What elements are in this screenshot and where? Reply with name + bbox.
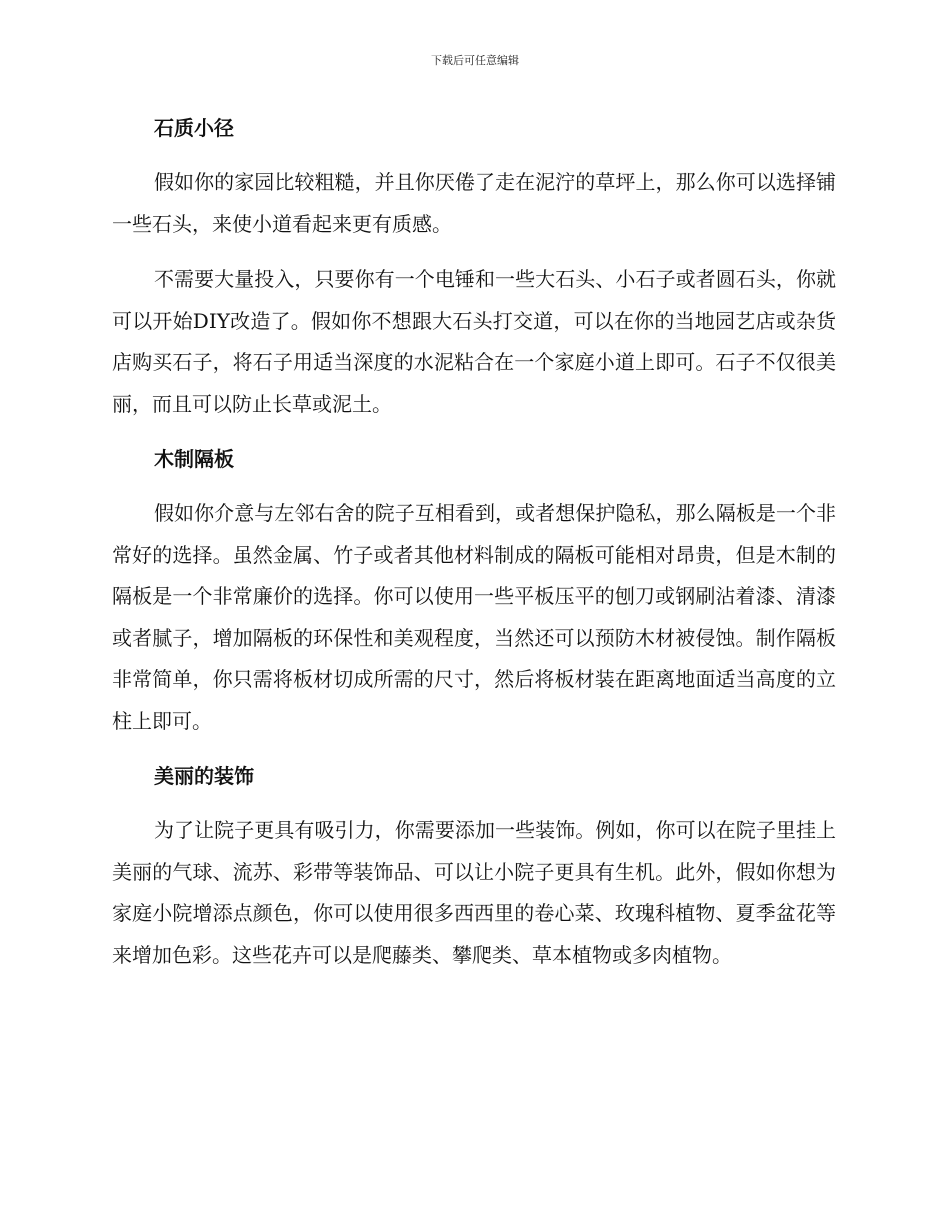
section-wooden-partition [112,439,836,742]
section-decoration [112,756,836,976]
page-header: 下载后可任意编辑 [431,54,519,67]
document-body [112,108,836,990]
section-heading: 石质小径 [154,116,234,140]
paragraph: 假如你介意与左邻右舍的院子互相看到，或者想保护隐私，那么隔板是一个非常好的选择。虽然金属、竹子或者其他材料制成的隔板可能相对昂贵，但是木制的隔板是一个非常廉价的选择。你可以使用一些平板压平的刨刀或钢刷沾着漆、清漆或者腻子，增加隔板的环保性和美观程度，当然还可以预防木材被侵蚀。制作隔板非常简单，你只需将板材切成所需的尺寸，然后将板材装在距离地面适当高度的立柱上即可。 [112,501,836,733]
section-heading: 美丽的装饰 [154,764,254,788]
paragraph: 不需要大量投入，只要你有一个电锤和一些大石头、小石子或者圆石头，你就可以开始DIY改造了。假如你不想跟大石头打交道，可以在你的当地园艺店或杂货店购买石子，将石子用适当深度的水泥粘合在一个家庭小道上即可。石子不仅很美丽，而且可以防止长草或泥土。 [112,267,836,416]
paragraph: 假如你的家园比较粗糙，并且你厌倦了走在泥泞的草坪上，那么你可以选择铺一些石头，来使小道看起来更有质感。 [112,170,836,236]
section-stone-path [112,108,836,425]
paragraph: 为了让院子更具有吸引力，你需要添加一些装饰。例如，你可以在院子里挂上美丽的气球、流苏、彩带等装饰品、可以让小院子更具有生机。此外，假如你想为家庭小院增添点颜色，你可以使用很多西西里的卷心菜、玫瑰科植物、夏季盆花等来增加色彩。这些花卉可以是爬藤类、攀爬类、草本植物或多肉植物。 [112,818,836,967]
section-heading: 木制隔板 [154,447,234,471]
